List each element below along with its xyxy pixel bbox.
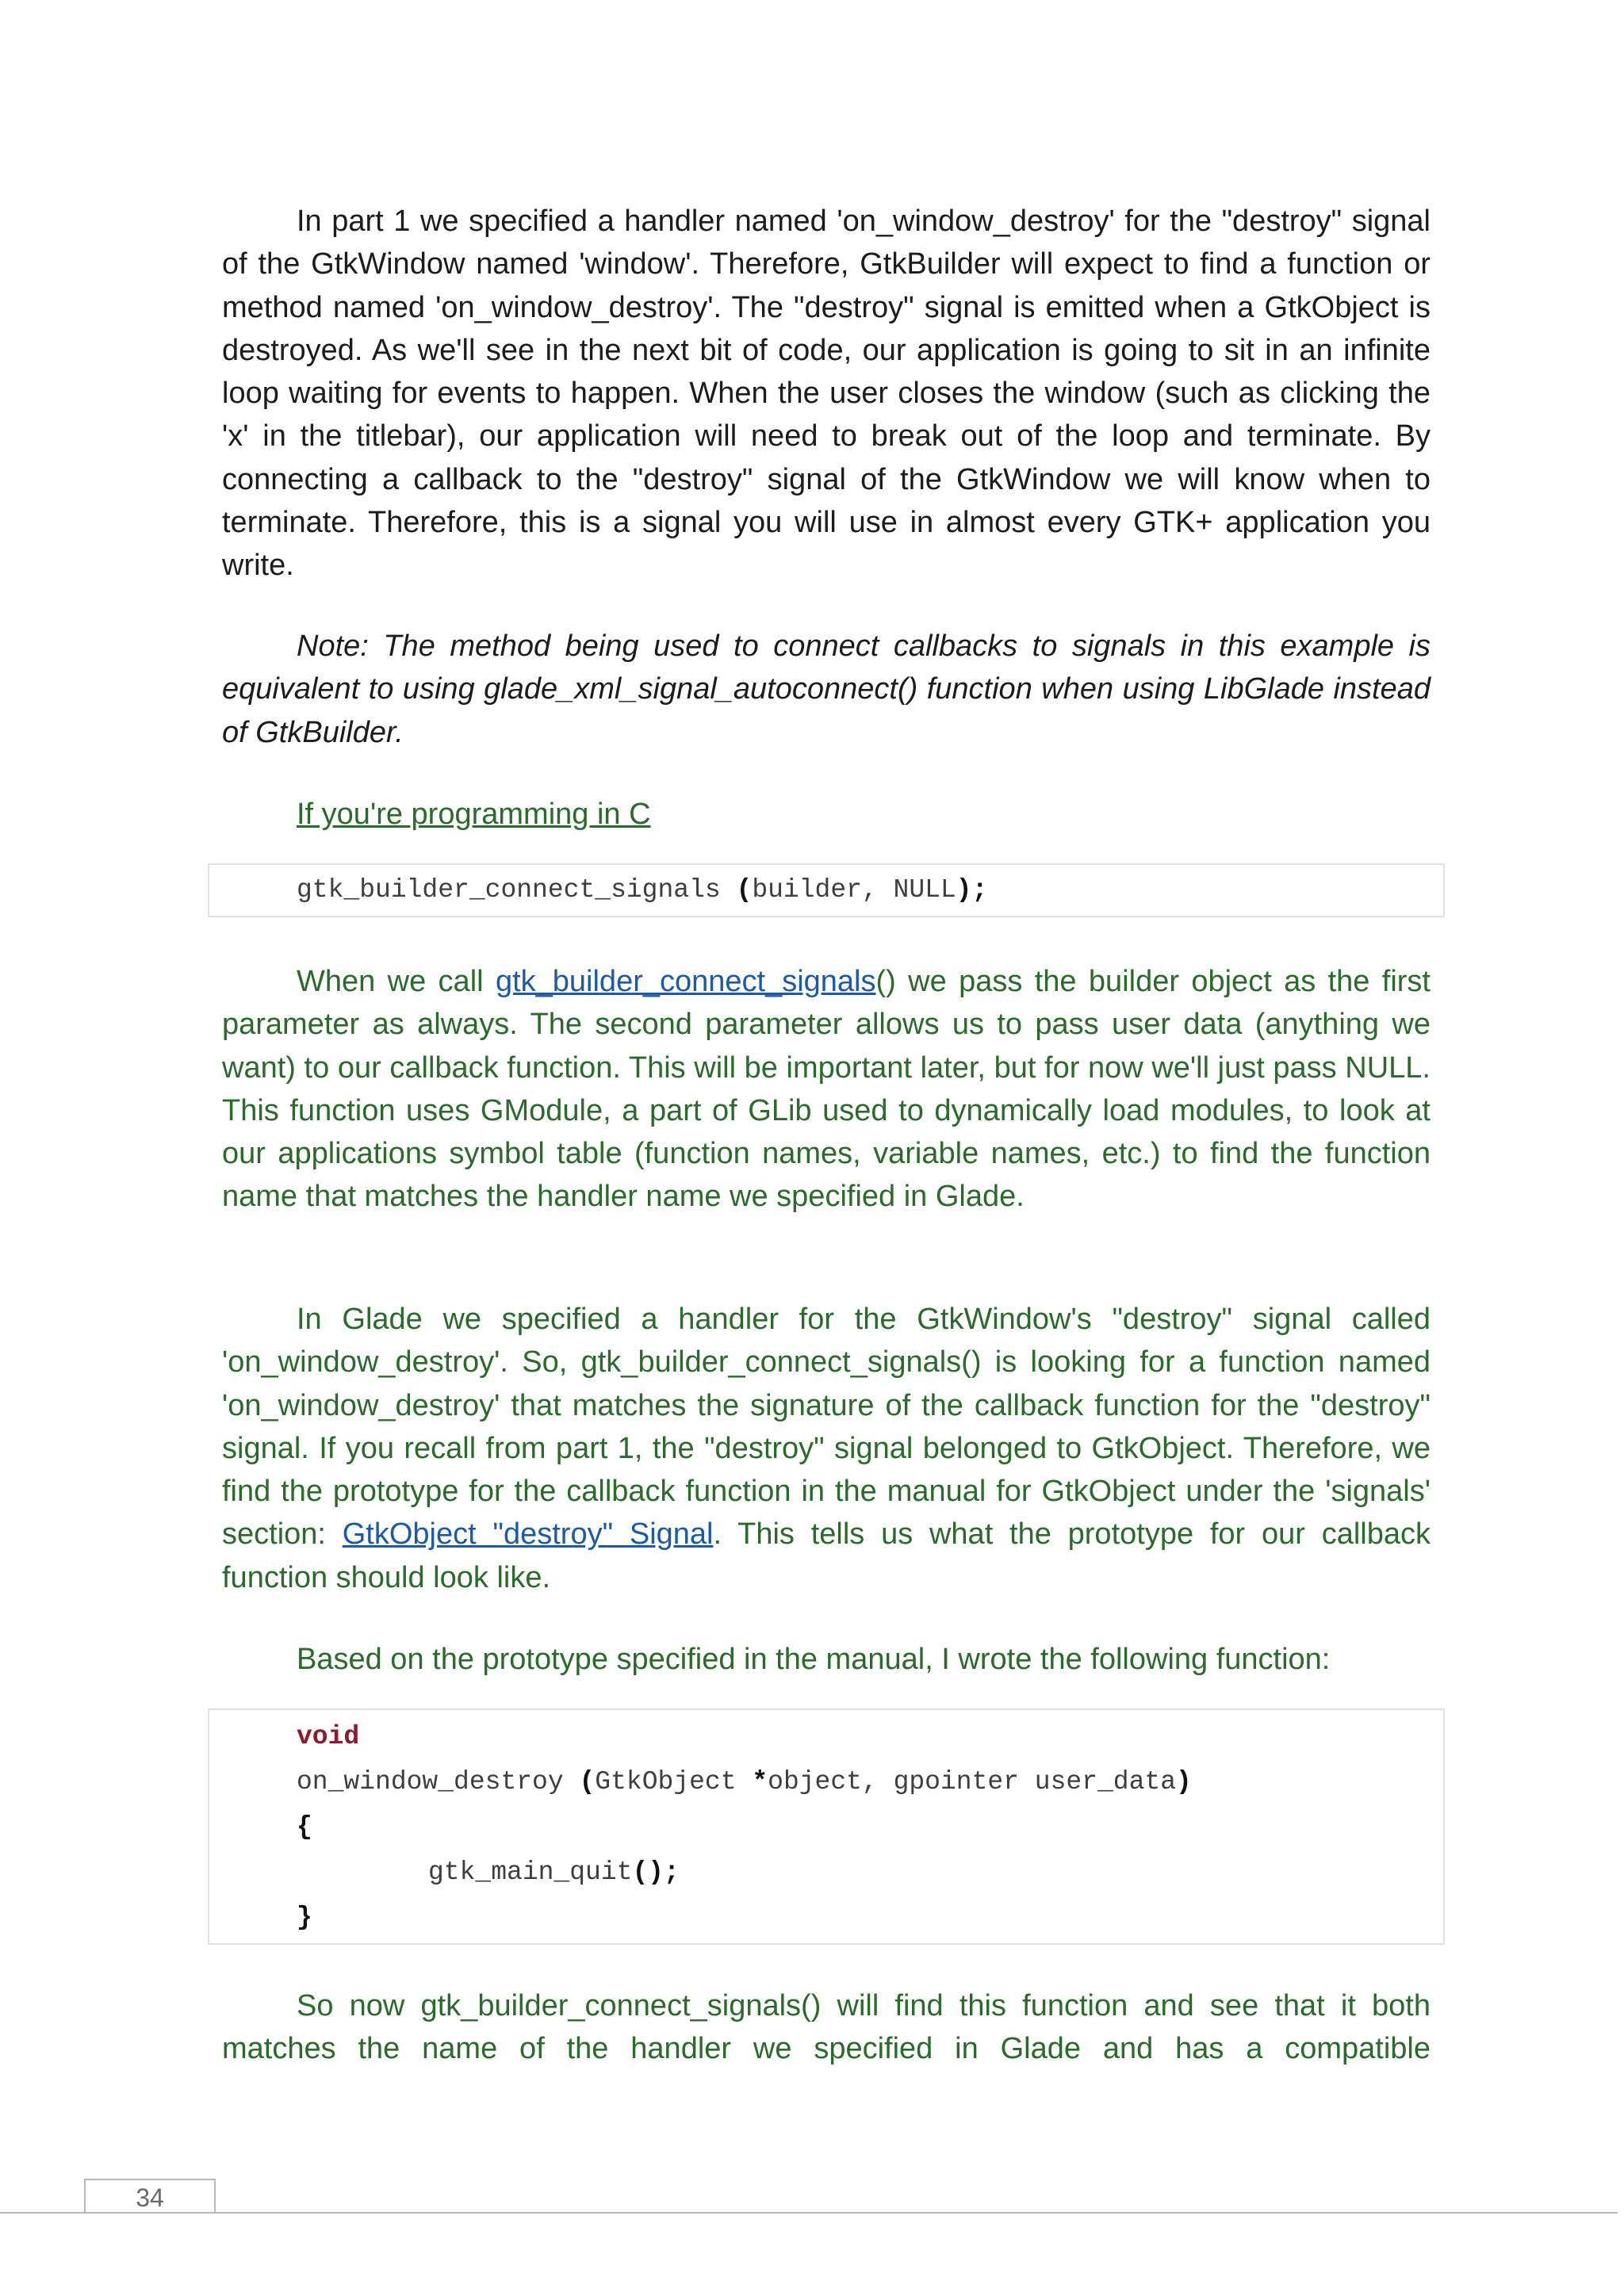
code-punct: (); (632, 1858, 680, 1887)
code-punct: ( (736, 875, 753, 905)
paragraph-glade-handler (222, 1298, 1431, 1599)
code-args: builder, NULL (752, 875, 956, 905)
text-after-link: () we pass the builder object as the first parameter as always. The second parameter allows us to pass user data (anything we want) to our callback function. This will be important later, but for now we'll just pass NULL. This function uses GModule, a part of GLib used to dynamically load modules, to look at our applications symbol table (function names, variable names, etc.) to find the function name that matches the handler name we specified in Glade. (222, 965, 1431, 1214)
code-block-on-window-destroy (208, 1709, 1445, 1945)
code-keyword: void (297, 1722, 360, 1751)
code-punct: * (752, 1767, 768, 1797)
code-brace-close: } (297, 1903, 312, 1932)
paragraph-text: Based on the prototype specified in the manual, I wrote the following function: (297, 1643, 1331, 1676)
code-args: object, gpointer user_data (768, 1767, 1177, 1797)
code-function: on_window_destroy (297, 1767, 580, 1797)
paragraph-text: In part 1 we specified a handler named 'on_window_destroy' for the "destroy" signal of the GtkWindow named 'window'. Therefore, GtkBuilder will expect to find a function or method named 'on_window_destroy'. The "destroy" signal is emitted when a GtkObject is destroyed. As we'll see in the next bit of code, our application is going to sit in an infinite loop waiting for events to happen. When the user closes the window (such as clicking the 'x' in the titlebar), our application will need to break out of the loop and terminate. By connecting a callback to the "destroy" signal of the GtkWindow we will know when to terminate. Therefore, this is a signal you will use in almost every GTK+ application you write. (222, 205, 1431, 583)
section-heading-container (222, 793, 1431, 836)
code-block-connect-signals (208, 863, 1445, 917)
paragraph-destroy-handler (222, 200, 1431, 587)
section-heading: If you're programming in C (297, 798, 651, 831)
code-line (297, 1812, 312, 1843)
code-function: gtk_main_quit (428, 1858, 633, 1887)
page-number: 34 (136, 2183, 164, 2212)
paragraph-text: So now gtk_builder_connect_signals() will find this function and see that it both matches the name of the handler we specified in Glade and has a compatible (222, 1989, 1431, 2066)
paragraph-text (222, 1298, 1431, 1599)
code-type: GtkObject (595, 1767, 753, 1797)
text-after-link: . This tells us what the prototype for our callback function should look like. (222, 1517, 1431, 1594)
code-line (297, 874, 987, 906)
text-before-link: In Glade we specified a handler for the GtkWindow's "destroy" signal called 'on_window_destroy'. So, gtk_builder_connect_signals() is looking for a function named 'on_window_destroy' that matches the signature of the callback function for the "destroy" signal. If you recall from part 1, the "destroy" signal belonged to GtkObject. Therefore, we find the prototype for the callback function in the manual for GtkObject under the 'signals' section: (222, 1303, 1431, 1552)
note-paragraph (222, 625, 1431, 754)
paragraph-conclusion (222, 1984, 1431, 2071)
code-line (297, 1766, 1192, 1798)
code-brace-open: { (297, 1812, 312, 1842)
link-gtk-builder-connect-signals[interactable]: gtk_builder_connect_signals (495, 965, 876, 998)
code-line (428, 1857, 680, 1888)
code-punct: ( (579, 1767, 596, 1797)
code-punct: ) (1176, 1767, 1192, 1797)
footer-rule (0, 2212, 1618, 2214)
code-line (297, 1721, 359, 1753)
code-punct: ); (956, 875, 988, 905)
paragraph-text (222, 960, 1431, 1219)
code-line (297, 1902, 312, 1934)
paragraph-connect-signals (222, 960, 1431, 1219)
paragraph-prototype-intro (222, 1638, 1431, 1681)
note-text: Note: The method being used to connect callbacks to signals in this example is equivalent to using glade_xml_signal_autoconnect() function when using LibGlade instead of GtkBuilder. (222, 629, 1431, 749)
text-before-link: When we call (297, 965, 496, 998)
code-function: gtk_builder_connect_signals (297, 875, 737, 905)
link-gtkobject-destroy-signal[interactable]: GtkObject "destroy" Signal (342, 1517, 714, 1552)
